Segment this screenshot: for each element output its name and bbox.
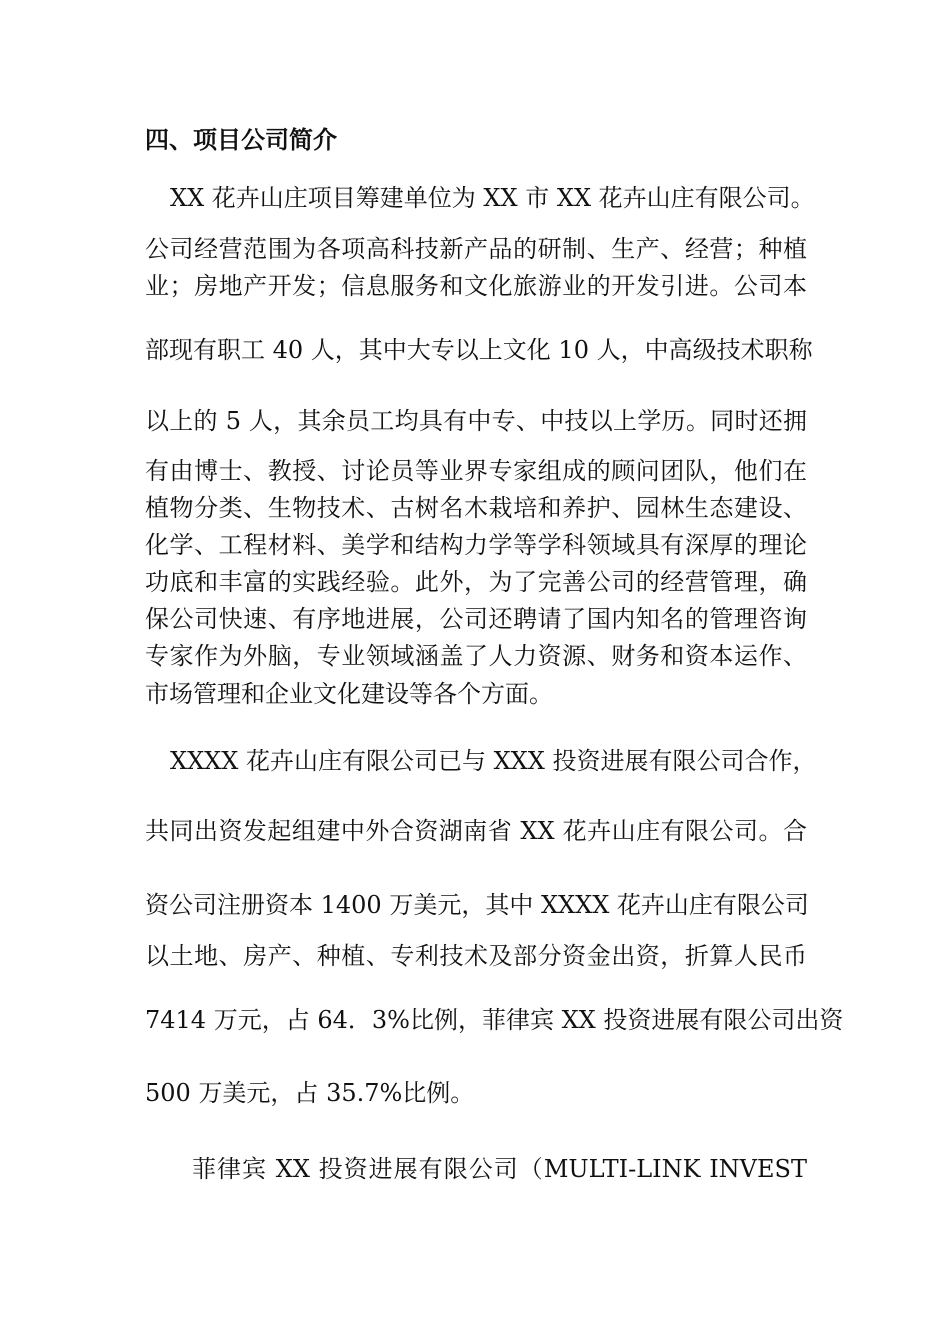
paragraph-line: 专家作为外脑，专业领域涵盖了人力资源、财务和资本运作、	[145, 642, 807, 670]
paragraph-line: 化学、工程材料、美学和结构力学等学科领域具有深厚的理论	[145, 531, 807, 559]
paragraph-line: 菲律宾 XX 投资进展有限公司（MULTI-LINK INVEST	[192, 1155, 807, 1183]
paragraph-line: 有由博士、教授、讨论员等业界专家组成的顾问团队，他们在	[145, 457, 807, 485]
paragraph-line: 共同出资发起组建中外合资湖南省 XX 花卉山庄有限公司。合	[145, 817, 807, 845]
paragraph-line: 植物分类、生物技术、古树名木栽培和养护、园林生态建设、	[145, 494, 807, 522]
paragraph-line: 公司经营范围为各项高科技新产品的研制、生产、经营；种植	[145, 235, 807, 263]
paragraph-line: 业；房地产开发；信息服务和文化旅游业的开发引进。公司本	[145, 272, 807, 300]
paragraph-line: XX 花卉山庄项目筹建单位为 XX 市 XX 花卉山庄有限公司。	[170, 184, 815, 212]
paragraph-line: 部现有职工 40 人，其中大专以上文化 10 人，中高级技术职称	[145, 336, 813, 364]
paragraph-line: XXXX 花卉山庄有限公司已与 XXX 投资进展有限公司合作，	[170, 747, 817, 775]
paragraph-line: 500 万美元，占 35.7%比例。	[145, 1079, 475, 1107]
paragraph-line: 保公司快速、有序地进展，公司还聘请了国内知名的管理咨询	[145, 605, 807, 633]
paragraph-line: 功底和丰富的实践经验。此外，为了完善公司的经营管理，确	[145, 568, 807, 596]
paragraph-line: 以上的 5 人，其余员工均具有中专、中技以上学历。同时还拥	[145, 407, 807, 435]
section-heading: 四、项目公司简介	[145, 125, 337, 154]
paragraph-line: 7414 万元，占 64．3%比例，菲律宾 XX 投资进展有限公司出资	[145, 1006, 844, 1034]
paragraph-line: 资公司注册资本 1400 万美元，其中 XXXX 花卉山庄有限公司	[145, 891, 809, 919]
paragraph-line: 以土地、房产、种植、专利技术及部分资金出资，折算人民币	[145, 942, 807, 970]
paragraph-line: 市场管理和企业文化建设等各个方面。	[145, 680, 553, 708]
